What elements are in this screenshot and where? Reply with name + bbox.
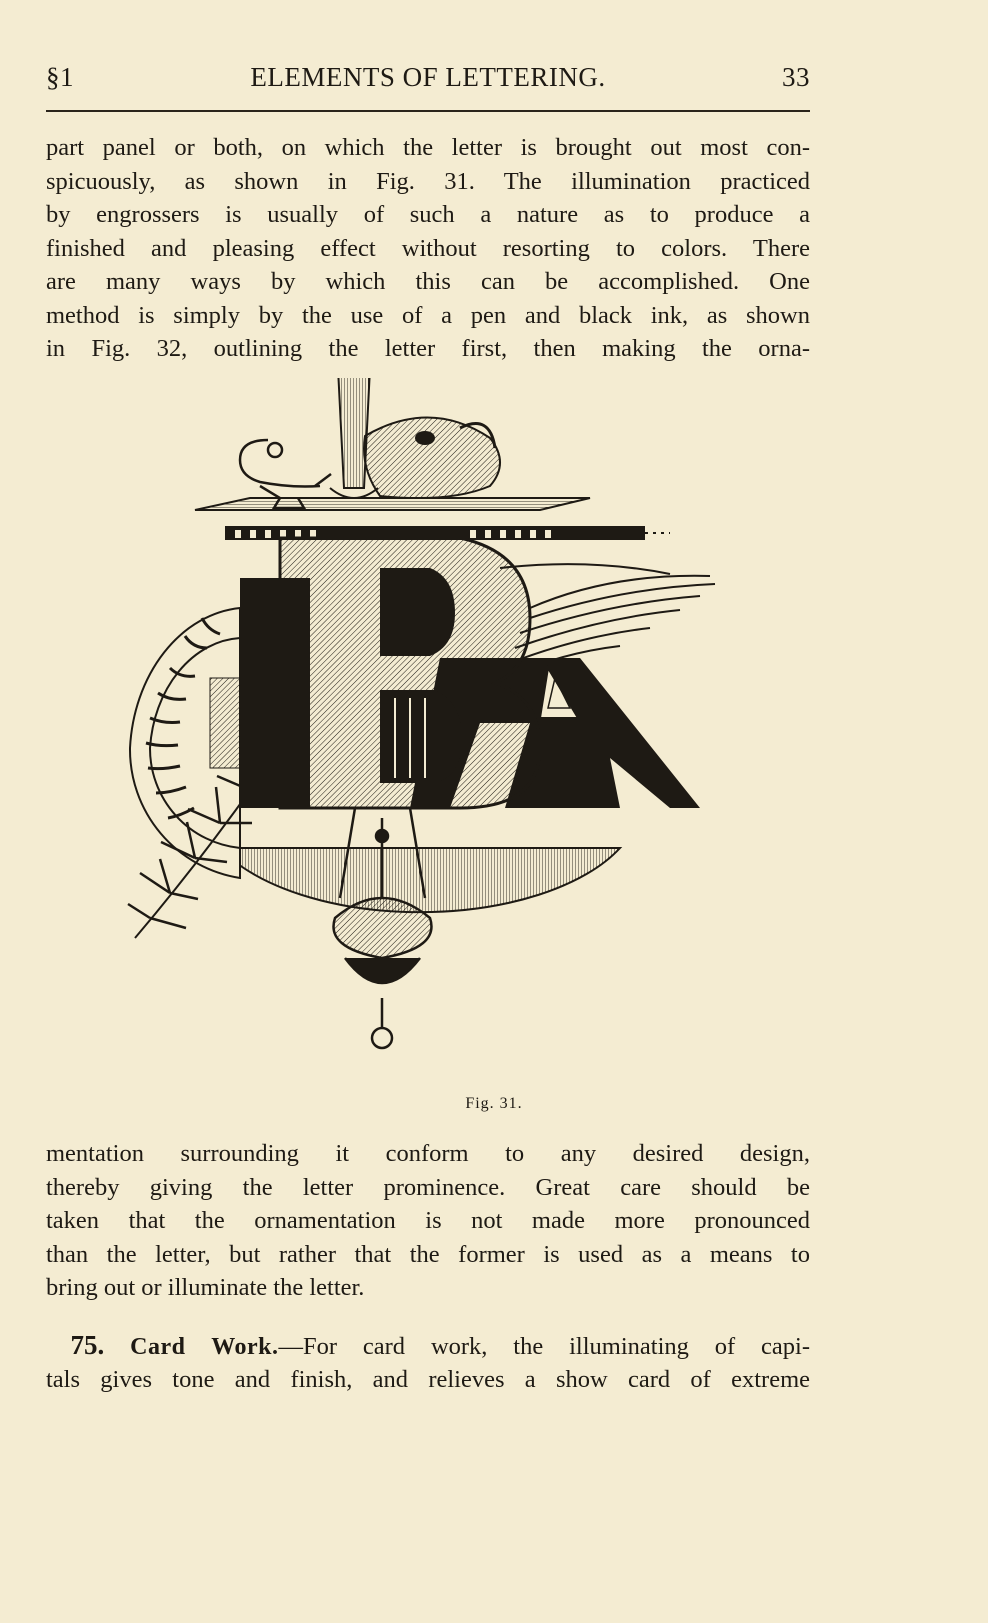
text-line bbox=[46, 1329, 810, 1363]
paragraph-2 bbox=[46, 1137, 810, 1305]
text-line: in Fig. 32, outlining the letter first, then making the orna- bbox=[46, 335, 810, 362]
section-mark: §1 bbox=[46, 62, 74, 92]
text-line: method is simply by the use of a pen and black ink, as shown bbox=[46, 301, 810, 329]
page-number: 33 bbox=[782, 62, 810, 92]
artist-palette bbox=[364, 417, 500, 498]
paragraph-1 bbox=[46, 131, 810, 366]
text-line: bring out or illuminate the letter. bbox=[46, 1274, 365, 1301]
header-rule bbox=[46, 110, 810, 112]
half-disc bbox=[220, 848, 620, 912]
running-header bbox=[46, 62, 810, 102]
illuminated-letters-svg bbox=[110, 378, 750, 1078]
letter-b bbox=[280, 538, 540, 808]
text-line: taken that the ornamentation is not made more pronounced bbox=[46, 1207, 810, 1234]
text-line: than the letter, but rather that the former is used as a means to bbox=[46, 1240, 810, 1268]
text-fragment: —For card work, the illuminating of capi- bbox=[278, 1333, 811, 1360]
text-line: are many ways by which this can be accomplished. One bbox=[46, 268, 810, 295]
fan-ornament bbox=[130, 608, 240, 878]
paragraph-3 bbox=[46, 1329, 810, 1396]
text-line: spicuously, as shown in Fig. 31. The illumination practiced bbox=[46, 167, 810, 195]
text-line: part panel or both, on which the letter is brought out most con- bbox=[46, 134, 810, 161]
figure-31-illustration bbox=[110, 378, 750, 1078]
section-number: 75. bbox=[70, 1330, 105, 1360]
text-line: finished and pleasing effect without resorting to colors. There bbox=[46, 234, 810, 262]
page-title: ELEMENTS OF LETTERING. bbox=[250, 62, 606, 92]
section-heading: Card Work. bbox=[130, 1334, 279, 1360]
top-shelf bbox=[195, 498, 670, 540]
text-line: mentation surrounding it conform to any desired design, bbox=[46, 1140, 810, 1167]
text-line: thereby giving the letter prominence. Great care should be bbox=[46, 1173, 810, 1201]
text-line: by engrossers is usually of such a nature as to produce a bbox=[46, 201, 810, 228]
figure-caption: Fig. 31. bbox=[465, 1095, 523, 1112]
text-line: tals gives tone and finish, and relieves a show card of extreme bbox=[46, 1365, 810, 1393]
hanging-lamp bbox=[334, 808, 432, 1048]
